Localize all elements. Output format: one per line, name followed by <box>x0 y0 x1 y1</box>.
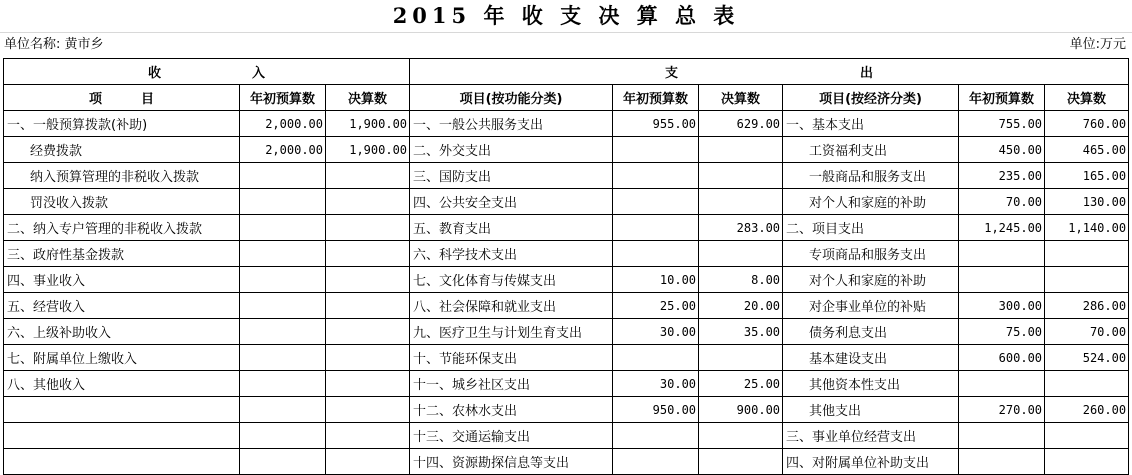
income-item-cell <box>4 423 240 449</box>
income-budget-cell <box>240 423 326 449</box>
table-row <box>4 293 1129 319</box>
table-row <box>4 241 1129 267</box>
econ-budget-cell <box>959 241 1045 267</box>
table-row <box>4 215 1129 241</box>
econ-budget-cell <box>959 449 1045 475</box>
header-row-1 <box>4 59 1129 85</box>
income-item-cell: 五、经营收入 <box>4 293 240 319</box>
func-final-cell: 283.00 <box>699 215 783 241</box>
table-row <box>4 371 1129 397</box>
func-final-cell: 629.00 <box>699 111 783 137</box>
income-final-header: 决算数 <box>326 85 410 111</box>
econ-final-cell <box>1045 423 1129 449</box>
func-final-cell: 8.00 <box>699 267 783 293</box>
econ-budget-cell: 70.00 <box>959 189 1045 215</box>
func-budget-header: 年初预算数 <box>613 85 699 111</box>
econ-budget-cell: 450.00 <box>959 137 1045 163</box>
income-item-cell: 经费拨款 <box>4 137 240 163</box>
econ-final-cell: 286.00 <box>1045 293 1129 319</box>
func-item-cell: 一、一般公共服务支出 <box>410 111 613 137</box>
econ-item-cell: 其他资本性支出 <box>783 371 959 397</box>
income-item-cell: 四、事业收入 <box>4 267 240 293</box>
unit-label: 单位:万元 <box>1069 37 1126 52</box>
income-budget-cell <box>240 319 326 345</box>
func-item-cell: 六、科学技术支出 <box>410 241 613 267</box>
func-budget-cell: 950.00 <box>613 397 699 423</box>
econ-final-header: 决算数 <box>1045 85 1129 111</box>
income-budget-cell: 2,000.00 <box>240 137 326 163</box>
income-header: 收 入 <box>4 59 410 85</box>
income-final-cell <box>326 397 410 423</box>
income-budget-cell <box>240 397 326 423</box>
income-budget-cell <box>240 371 326 397</box>
func-final-cell: 25.00 <box>699 371 783 397</box>
econ-item-cell: 三、事业单位经营支出 <box>783 423 959 449</box>
table-row <box>4 163 1129 189</box>
func-item-cell: 十二、农林水支出 <box>410 397 613 423</box>
income-final-cell <box>326 241 410 267</box>
income-item-cell: 八、其他收入 <box>4 371 240 397</box>
income-final-cell <box>326 215 410 241</box>
income-final-cell <box>326 189 410 215</box>
econ-budget-cell: 300.00 <box>959 293 1045 319</box>
econ-final-cell <box>1045 267 1129 293</box>
income-budget-cell <box>240 163 326 189</box>
func-item-cell: 十三、交通运输支出 <box>410 423 613 449</box>
table-row <box>4 319 1129 345</box>
econ-item-cell: 一、基本支出 <box>783 111 959 137</box>
func-budget-cell <box>613 163 699 189</box>
econ-final-cell <box>1045 371 1129 397</box>
func-final-header: 决算数 <box>699 85 783 111</box>
econ-item-cell: 二、项目支出 <box>783 215 959 241</box>
income-final-cell: 1,900.00 <box>326 111 410 137</box>
income-item-cell: 二、纳入专户管理的非税收入拨款 <box>4 215 240 241</box>
income-item-cell <box>4 397 240 423</box>
econ-final-cell: 260.00 <box>1045 397 1129 423</box>
func-final-cell: 900.00 <box>699 397 783 423</box>
func-item-cell: 八、社会保障和就业支出 <box>410 293 613 319</box>
func-budget-cell: 25.00 <box>613 293 699 319</box>
func-final-cell <box>699 423 783 449</box>
func-item-header: 项目(按功能分类) <box>410 85 613 111</box>
econ-item-cell: 债务利息支出 <box>783 319 959 345</box>
econ-budget-cell <box>959 423 1045 449</box>
income-item-cell: 一、一般预算拨款(补助) <box>4 111 240 137</box>
table-row <box>4 137 1129 163</box>
econ-budget-cell: 1,245.00 <box>959 215 1045 241</box>
func-budget-cell <box>613 241 699 267</box>
func-item-cell: 五、教育支出 <box>410 215 613 241</box>
income-item-cell: 三、政府性基金拨款 <box>4 241 240 267</box>
econ-item-cell: 对个人和家庭的补助 <box>783 189 959 215</box>
econ-final-cell: 465.00 <box>1045 137 1129 163</box>
income-final-cell <box>326 371 410 397</box>
func-item-cell: 二、外交支出 <box>410 137 613 163</box>
income-budget-cell: 2,000.00 <box>240 111 326 137</box>
econ-final-cell: 524.00 <box>1045 345 1129 371</box>
func-budget-cell: 10.00 <box>613 267 699 293</box>
econ-item-cell: 对企事业单位的补贴 <box>783 293 959 319</box>
func-budget-cell <box>613 189 699 215</box>
income-budget-cell <box>240 449 326 475</box>
divider <box>0 32 1132 33</box>
income-final-cell <box>326 293 410 319</box>
func-budget-cell: 955.00 <box>613 111 699 137</box>
func-budget-cell: 30.00 <box>613 371 699 397</box>
econ-final-cell: 130.00 <box>1045 189 1129 215</box>
income-final-cell <box>326 345 410 371</box>
income-budget-header: 年初预算数 <box>240 85 326 111</box>
econ-budget-cell: 270.00 <box>959 397 1045 423</box>
budget-table <box>3 58 1129 475</box>
econ-item-header: 项目(按经济分类) <box>783 85 959 111</box>
func-final-cell <box>699 241 783 267</box>
table-row <box>4 111 1129 137</box>
table-row <box>4 397 1129 423</box>
income-final-cell <box>326 319 410 345</box>
func-final-cell <box>699 137 783 163</box>
income-item-cell <box>4 449 240 475</box>
func-budget-cell <box>613 137 699 163</box>
table-row <box>4 449 1129 475</box>
econ-final-cell <box>1045 241 1129 267</box>
econ-item-cell: 对个人和家庭的补助 <box>783 267 959 293</box>
econ-item-cell: 专项商品和服务支出 <box>783 241 959 267</box>
income-budget-cell <box>240 241 326 267</box>
econ-budget-cell: 755.00 <box>959 111 1045 137</box>
income-budget-cell <box>240 267 326 293</box>
econ-budget-cell <box>959 371 1045 397</box>
func-budget-cell <box>613 345 699 371</box>
income-item-cell: 罚没收入拨款 <box>4 189 240 215</box>
econ-budget-header: 年初预算数 <box>959 85 1045 111</box>
expense-header: 支 出 <box>410 59 1129 85</box>
income-final-cell <box>326 423 410 449</box>
econ-final-cell: 1,140.00 <box>1045 215 1129 241</box>
func-budget-cell <box>613 449 699 475</box>
func-final-cell <box>699 449 783 475</box>
income-final-cell <box>326 163 410 189</box>
unit-name-label: 单位名称: 黄市乡 <box>4 37 104 52</box>
econ-item-cell: 四、对附属单位补助支出 <box>783 449 959 475</box>
func-final-cell: 20.00 <box>699 293 783 319</box>
income-budget-cell <box>240 215 326 241</box>
func-item-cell: 十、节能环保支出 <box>410 345 613 371</box>
func-item-cell: 三、国防支出 <box>410 163 613 189</box>
econ-item-cell: 其他支出 <box>783 397 959 423</box>
econ-budget-cell <box>959 267 1045 293</box>
income-final-cell: 1,900.00 <box>326 137 410 163</box>
income-item-cell: 六、上级补助收入 <box>4 319 240 345</box>
func-item-cell: 九、医疗卫生与计划生育支出 <box>410 319 613 345</box>
econ-final-cell: 760.00 <box>1045 111 1129 137</box>
econ-final-cell <box>1045 449 1129 475</box>
econ-budget-cell: 75.00 <box>959 319 1045 345</box>
income-final-cell <box>326 267 410 293</box>
income-budget-cell <box>240 345 326 371</box>
income-item-cell: 七、附属单位上缴收入 <box>4 345 240 371</box>
func-item-cell: 四、公共安全支出 <box>410 189 613 215</box>
func-final-cell: 35.00 <box>699 319 783 345</box>
income-budget-cell <box>240 293 326 319</box>
func-budget-cell <box>613 215 699 241</box>
income-budget-cell <box>240 189 326 215</box>
func-item-cell: 十一、城乡社区支出 <box>410 371 613 397</box>
header-row-2 <box>4 85 1129 111</box>
income-item-header: 项 目 <box>4 85 240 111</box>
func-final-cell <box>699 345 783 371</box>
func-item-cell: 七、文化体育与传媒支出 <box>410 267 613 293</box>
func-item-cell: 十四、资源勘探信息等支出 <box>410 449 613 475</box>
func-budget-cell <box>613 423 699 449</box>
report-title: 2015 年 收 支 决 算 总 表 <box>392 3 740 28</box>
income-item-cell: 纳入预算管理的非税收入拨款 <box>4 163 240 189</box>
econ-item-cell: 一般商品和服务支出 <box>783 163 959 189</box>
econ-budget-cell: 235.00 <box>959 163 1045 189</box>
econ-item-cell: 工资福利支出 <box>783 137 959 163</box>
income-final-cell <box>326 449 410 475</box>
econ-budget-cell: 600.00 <box>959 345 1045 371</box>
table-row <box>4 267 1129 293</box>
econ-final-cell: 165.00 <box>1045 163 1129 189</box>
table-row <box>4 345 1129 371</box>
func-budget-cell: 30.00 <box>613 319 699 345</box>
table-row <box>4 423 1129 449</box>
func-final-cell <box>699 189 783 215</box>
econ-item-cell: 基本建设支出 <box>783 345 959 371</box>
func-final-cell <box>699 163 783 189</box>
table-row <box>4 189 1129 215</box>
econ-final-cell: 70.00 <box>1045 319 1129 345</box>
